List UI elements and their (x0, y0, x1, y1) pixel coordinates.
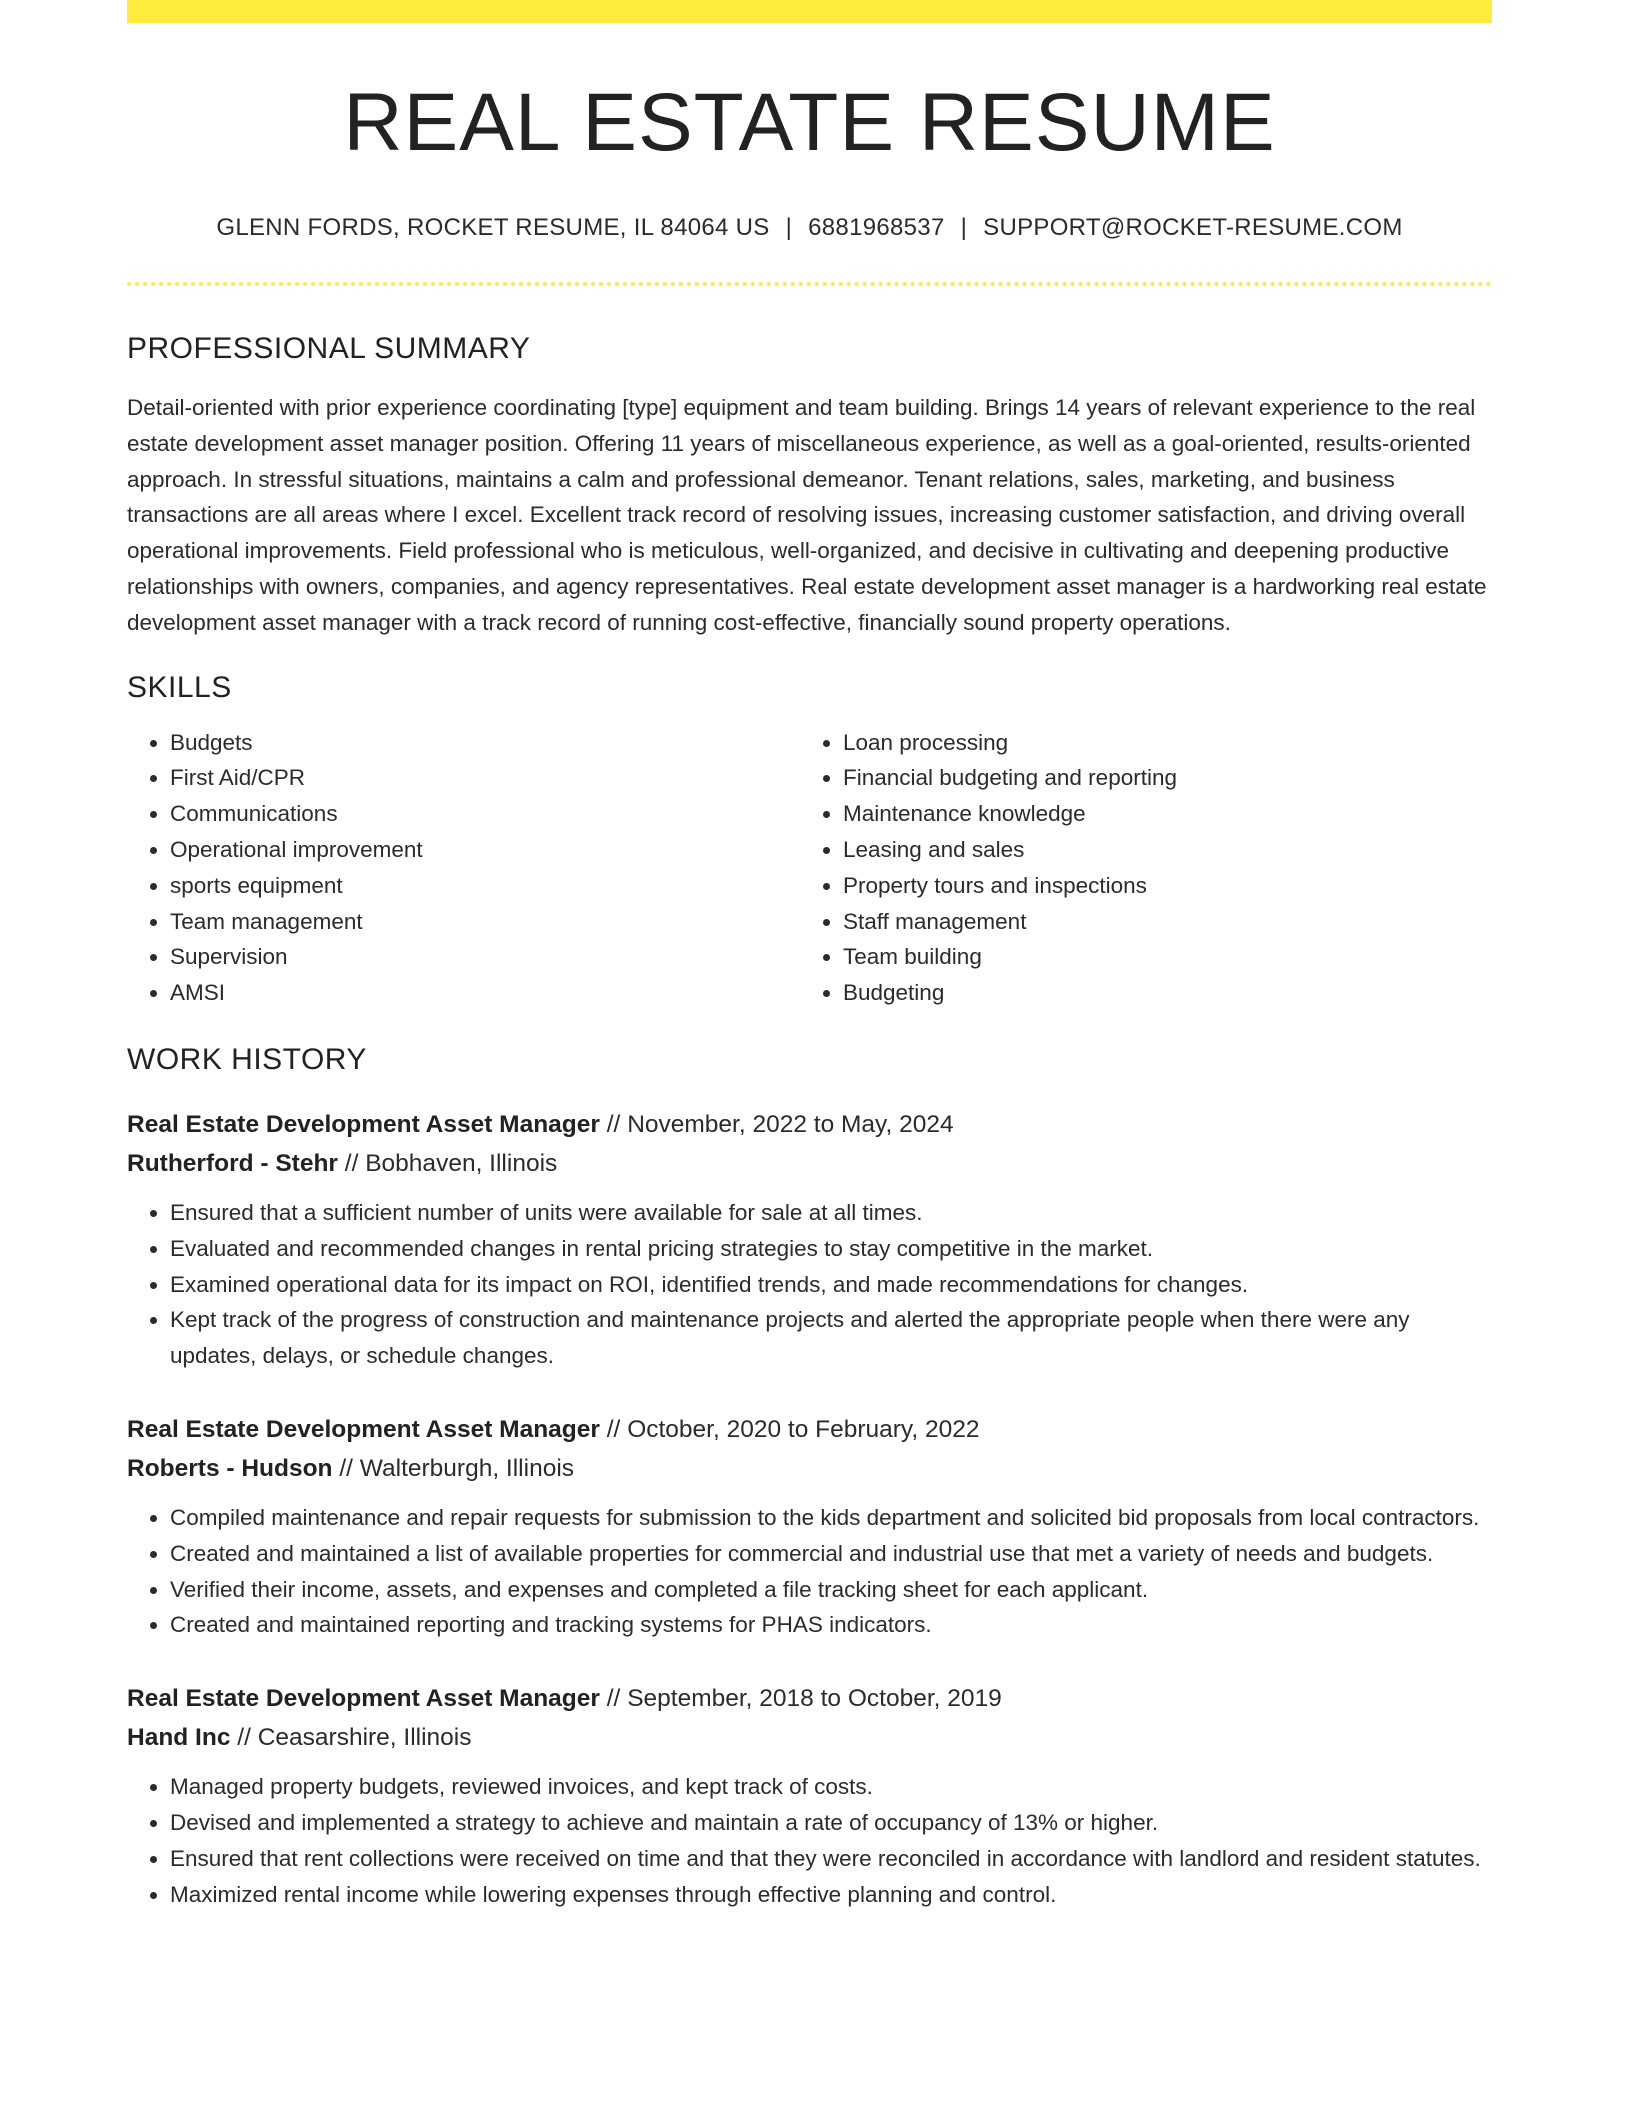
contact-email: SUPPORT@ROCKET-RESUME.COM (983, 214, 1403, 241)
job-title: Real Estate Development Asset Manager (127, 1110, 600, 1138)
job-title-line (127, 1410, 1492, 1449)
skill-item: • AMSI (170, 975, 800, 1011)
skill-item: • Budgeting (843, 975, 1473, 1011)
contact-address: GLENN FORDS, ROCKET RESUME, IL 84064 US (216, 214, 770, 241)
job-location: Walterburgh, Illinois (359, 1454, 575, 1482)
job-title-line (127, 1679, 1492, 1718)
header-divider (127, 282, 1492, 286)
skill-item: • Budgets (170, 725, 800, 761)
job-title: Real Estate Development Asset Manager (127, 1685, 600, 1713)
skill-item: • Maintenance knowledge (843, 796, 1473, 832)
skills-list (127, 725, 1492, 1011)
skill-item: • Staff management (843, 904, 1473, 940)
separator: // (606, 1415, 621, 1443)
job-company-line (127, 1449, 1492, 1488)
job-dates: October, 2020 to February, 2022 (627, 1415, 980, 1443)
contact-separator: | (785, 214, 793, 241)
resume-page (127, 0, 1492, 1912)
work-history-heading: WORK HISTORY (127, 1042, 367, 1076)
accent-bar (127, 0, 1492, 23)
job-bullets (127, 1500, 1492, 1643)
job-entry (127, 1410, 1492, 1643)
skill-item: • First Aid/CPR (170, 760, 800, 796)
job-bullet: • Managed property budgets, reviewed invoices, and kept track of costs. (170, 1769, 1492, 1805)
job-company-line (127, 1718, 1492, 1757)
skill-item: • Operational improvement (170, 832, 800, 868)
job-bullet: • Ensured that rent collections were received on time and that they were reconciled in accordance with landlord and resident statutes. (170, 1841, 1492, 1877)
skills-heading: SKILLS (127, 670, 232, 704)
skill-item: • Property tours and inspections (843, 868, 1473, 904)
job-company-line (127, 1144, 1492, 1183)
summary-heading: PROFESSIONAL SUMMARY (127, 332, 531, 365)
separator: // (339, 1454, 353, 1482)
job-entry (127, 1679, 1492, 1912)
job-bullet: • Created and maintained reporting and tracking systems for PHAS indicators. (170, 1607, 1492, 1643)
job-bullet: • Evaluated and recommended changes in rental pricing strategies to stay competitive in the market. (170, 1231, 1492, 1267)
job-dates: September, 2018 to October, 2019 (627, 1685, 1002, 1713)
job-dates: November, 2022 to May, 2024 (627, 1110, 954, 1138)
skill-item: • sports equipment (170, 868, 800, 904)
skill-item: • Team building (843, 939, 1473, 975)
skill-item: • Leasing and sales (843, 832, 1473, 868)
contact-line (127, 216, 1492, 240)
skill-item: • Team management (170, 904, 800, 940)
job-bullet: • Ensured that a sufficient number of units were available for sale at all times. (170, 1195, 1492, 1231)
job-bullets (127, 1769, 1492, 1912)
job-title-line (127, 1105, 1492, 1144)
job-bullet: • Verified their income, assets, and expenses and completed a file tracking sheet for each applicant. (170, 1572, 1492, 1608)
skill-item: • Financial budgeting and reporting (843, 760, 1473, 796)
separator: // (606, 1685, 621, 1713)
job-location: Ceasarshire, Illinois (257, 1724, 472, 1752)
job-bullet: • Compiled maintenance and repair requests for submission to the kids department and solicited bid proposals from local contractors. (170, 1500, 1492, 1536)
skills-column-right (800, 725, 1473, 1011)
skill-item: • Communications (170, 796, 800, 832)
separator: // (344, 1149, 359, 1177)
job-company: Rutherford - Stehr (127, 1149, 338, 1177)
job-bullet: • Examined operational data for its impact on ROI, identified trends, and made recommendations for changes. (170, 1267, 1492, 1303)
job-bullet: • Kept track of the progress of construction and maintenance projects and alerted the appropriate people when there were any updates, delays, or schedule changes. (170, 1302, 1492, 1374)
job-bullets (127, 1195, 1492, 1374)
contact-phone: 6881968537 (808, 214, 945, 241)
job-company: Hand Inc (127, 1724, 231, 1752)
separator: // (606, 1110, 621, 1138)
job-company: Roberts - Hudson (127, 1454, 333, 1482)
separator: // (237, 1724, 251, 1752)
summary-text: Detail-oriented with prior experience coordinating [type] equipment and team building. Brings 14 years of relevant experience to the real estate development asset manager position. Offering 11 years of miscellaneous experience, as well as a goal-oriented, results-oriented approach. In stressful situations, maintains a calm and professional demeanor. Tenant relations, sales, marketing, and business transactions are all areas where I excel. Excellent track record of resolving issues, increasing customer satisfaction, and driving overall operational improvements. Field professional who is meticulous, well-organized, and decisive in cultivating and deepening productive relationships with owners, companies, and agency representatives. Real estate development asset manager is a hardworking real estate development asset manager with a track record of running cost-effective, financially sound property operations. (127, 395, 1487, 635)
job-title: Real Estate Development Asset Manager (127, 1415, 600, 1443)
job-bullet: • Devised and implemented a strategy to achieve and maintain a rate of occupancy of 13% or higher. (170, 1805, 1492, 1841)
job-location: Bobhaven, Illinois (365, 1149, 558, 1177)
skills-column-left (127, 725, 800, 1011)
job-bullet: • Created and maintained a list of available properties for commercial and industrial use that met a variety of needs and budgets. (170, 1536, 1492, 1572)
skill-item: • Supervision (170, 939, 800, 975)
job-entry (127, 1105, 1492, 1374)
skill-item: • Loan processing (843, 725, 1473, 761)
resume-title: REAL ESTATE RESUME (343, 77, 1276, 168)
contact-separator: | (960, 214, 968, 241)
job-bullet: • Maximized rental income while lowering expenses through effective planning and control. (170, 1877, 1492, 1913)
